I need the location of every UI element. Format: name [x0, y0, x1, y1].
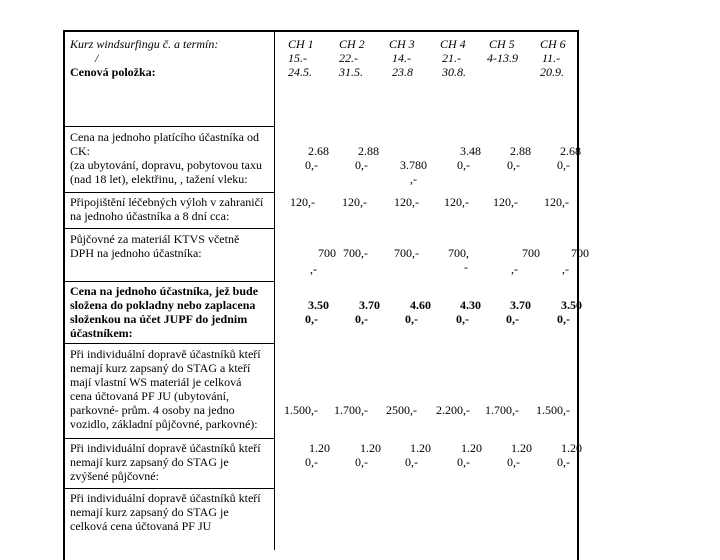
row-label-line: DPH na jednoho účastníka: [70, 246, 202, 260]
cell-value: 1.500,- [536, 403, 570, 417]
row-label-line: Cena na jednoho platícího účastníka od [70, 130, 259, 144]
cell-value: 1.20 [410, 441, 431, 455]
row-label-line: nemají kurz zapsaný do STAG a kteří [70, 361, 251, 375]
cell-value: 700, [448, 246, 469, 260]
cell-value: 0,- [557, 455, 570, 469]
cell-value: 120,- [342, 195, 367, 209]
column-header-date: 11.- [542, 51, 561, 65]
cell-value: 0,- [507, 158, 520, 172]
column-header-date: 14.- [392, 51, 411, 65]
column-header-date: 30.8. [442, 65, 466, 79]
column-header-ch4: CH 4 [440, 37, 466, 51]
row-label-line: (nad 18 let), elektřinu, , tažení vleku: [70, 172, 248, 186]
row-label-line: nemají kurz zapsaný do STAG je [70, 455, 229, 469]
cell-value: ,- [511, 262, 518, 276]
column-header-date: 24.5. [288, 65, 312, 79]
cell-value: 700,- [394, 246, 419, 260]
cell-value: 700 [571, 246, 589, 260]
cell-value: ,- [310, 262, 317, 276]
cell-value: 0,- [355, 455, 368, 469]
header-label-line: / [95, 51, 99, 65]
column-header-ch1: CH 1 [288, 37, 314, 51]
cell-value: 1.20 [309, 441, 330, 455]
cell-value: 2.88 [510, 144, 531, 158]
row-divider [65, 343, 275, 344]
cell-value: 3.48 [460, 144, 481, 158]
row-label-line: Při individuální dopravě účastníků kteří [70, 441, 261, 455]
cell-value: ,- [562, 262, 569, 276]
cell-value: 2.200,- [436, 403, 470, 417]
column-header-date: 22.- [339, 51, 358, 65]
row-label-line: CK: [70, 144, 91, 158]
row-label-line: parkovné- prům. 4 osoby na jedno [70, 403, 235, 417]
cell-value: 120,- [394, 195, 419, 209]
cell-value: 1.700,- [485, 403, 519, 417]
cell-value: 0,- [507, 455, 520, 469]
row-label-line: složenkou na účet JUPF do jednim [70, 312, 248, 326]
column-divider [274, 30, 275, 550]
cell-value: - [464, 260, 468, 274]
column-header-ch6: CH 6 [540, 37, 566, 51]
row-label-line: zvýšené půjčovné: [70, 469, 159, 483]
cell-value: 3.70 [359, 298, 380, 312]
cell-value: 0,- [457, 455, 470, 469]
row-label-line: Při individuální dopravě účastníků kteří [70, 347, 261, 361]
cell-value: 3.780 [400, 158, 427, 172]
row-divider [65, 192, 275, 193]
cell-value: 700 [318, 246, 336, 260]
cell-value: 0,- [557, 312, 570, 326]
header-label-line: Cenová položka: [70, 65, 156, 79]
row-divider [65, 438, 275, 439]
cell-value: 3.50 [308, 298, 329, 312]
row-label-line: mají vlastní WS materiál je celková [70, 375, 242, 389]
column-header-ch5: CH 5 [489, 37, 515, 51]
row-label-line: celková cena účtovaná PF JU [70, 519, 212, 533]
cell-value: 700,- [343, 246, 368, 260]
column-header-ch2: CH 2 [339, 37, 365, 51]
cell-value: 1.20 [561, 441, 582, 455]
cell-value: 1.20 [360, 441, 381, 455]
cell-value: 0,- [355, 158, 368, 172]
cell-value: 120,- [493, 195, 518, 209]
cell-value: 1.700,- [334, 403, 368, 417]
row-divider [65, 488, 275, 489]
row-label-line: cena účtovaná PF JU (ubytování, [70, 389, 229, 403]
column-header-ch3: CH 3 [389, 37, 415, 51]
cell-value: 2500,- [386, 403, 417, 417]
cell-value: 3.70 [510, 298, 531, 312]
column-header-date: 15.- [288, 51, 307, 65]
cell-value: ,- [410, 172, 417, 186]
cell-value: 0,- [355, 312, 368, 326]
cell-value: 0,- [456, 312, 469, 326]
row-divider [65, 126, 275, 127]
row-divider [65, 281, 275, 282]
cell-value: 0,- [405, 312, 418, 326]
column-header-date: 4-13.9 [487, 51, 518, 65]
cell-value: 0,- [457, 158, 470, 172]
row-label-line: vozidlo, základní půjčovné, parkovné): [70, 417, 258, 431]
header-label-line: Kurz windsurfingu č. a termín: [70, 37, 219, 51]
row-label-line: Cena na jednoho účastníka, jež bude [70, 284, 259, 298]
cell-value: 0,- [405, 455, 418, 469]
cell-value: 2.68 [308, 144, 329, 158]
row-label-line: složena do pokladny nebo zaplacena [70, 298, 256, 312]
row-divider [65, 228, 275, 229]
cell-value: 0,- [305, 312, 318, 326]
cell-value: 0,- [506, 312, 519, 326]
row-label-line: Při individuální dopravě účastníků kteří [70, 491, 261, 505]
row-label-line: Půjčovné za materiál KTVS včetně [70, 232, 240, 246]
column-header-date: 31.5. [339, 65, 363, 79]
cell-value: 0,- [557, 158, 570, 172]
row-label-line: Připojištění léčebných výloh v zahraničí [70, 195, 264, 209]
cell-value: 2.88 [358, 144, 379, 158]
cell-value: 120,- [544, 195, 569, 209]
cell-value: 700 [522, 246, 540, 260]
cell-value: 1.20 [511, 441, 532, 455]
cell-value: 3.50 [561, 298, 582, 312]
cell-value: 4.30 [460, 298, 481, 312]
column-header-date: 23.8 [392, 65, 413, 79]
cell-value: 0,- [305, 455, 318, 469]
row-label-line: nemají kurz zapsaný do STAG je [70, 505, 229, 519]
cell-value: 2.68 [560, 144, 581, 158]
cell-value: 120,- [290, 195, 315, 209]
cell-value: 4.60 [410, 298, 431, 312]
row-label-line: účastníkem: [70, 326, 133, 340]
column-header-date: 20.9. [540, 65, 564, 79]
cell-value: 1.20 [461, 441, 482, 455]
row-label-line: (za ubytování, dopravu, pobytovou taxu [70, 158, 262, 172]
cell-value: 1.500,- [284, 403, 318, 417]
cell-value: 0,- [305, 158, 318, 172]
row-label-line: na jednoho účastníka a 8 dní cca: [70, 209, 230, 223]
column-header-date: 21.- [442, 51, 461, 65]
cell-value: 120,- [444, 195, 469, 209]
